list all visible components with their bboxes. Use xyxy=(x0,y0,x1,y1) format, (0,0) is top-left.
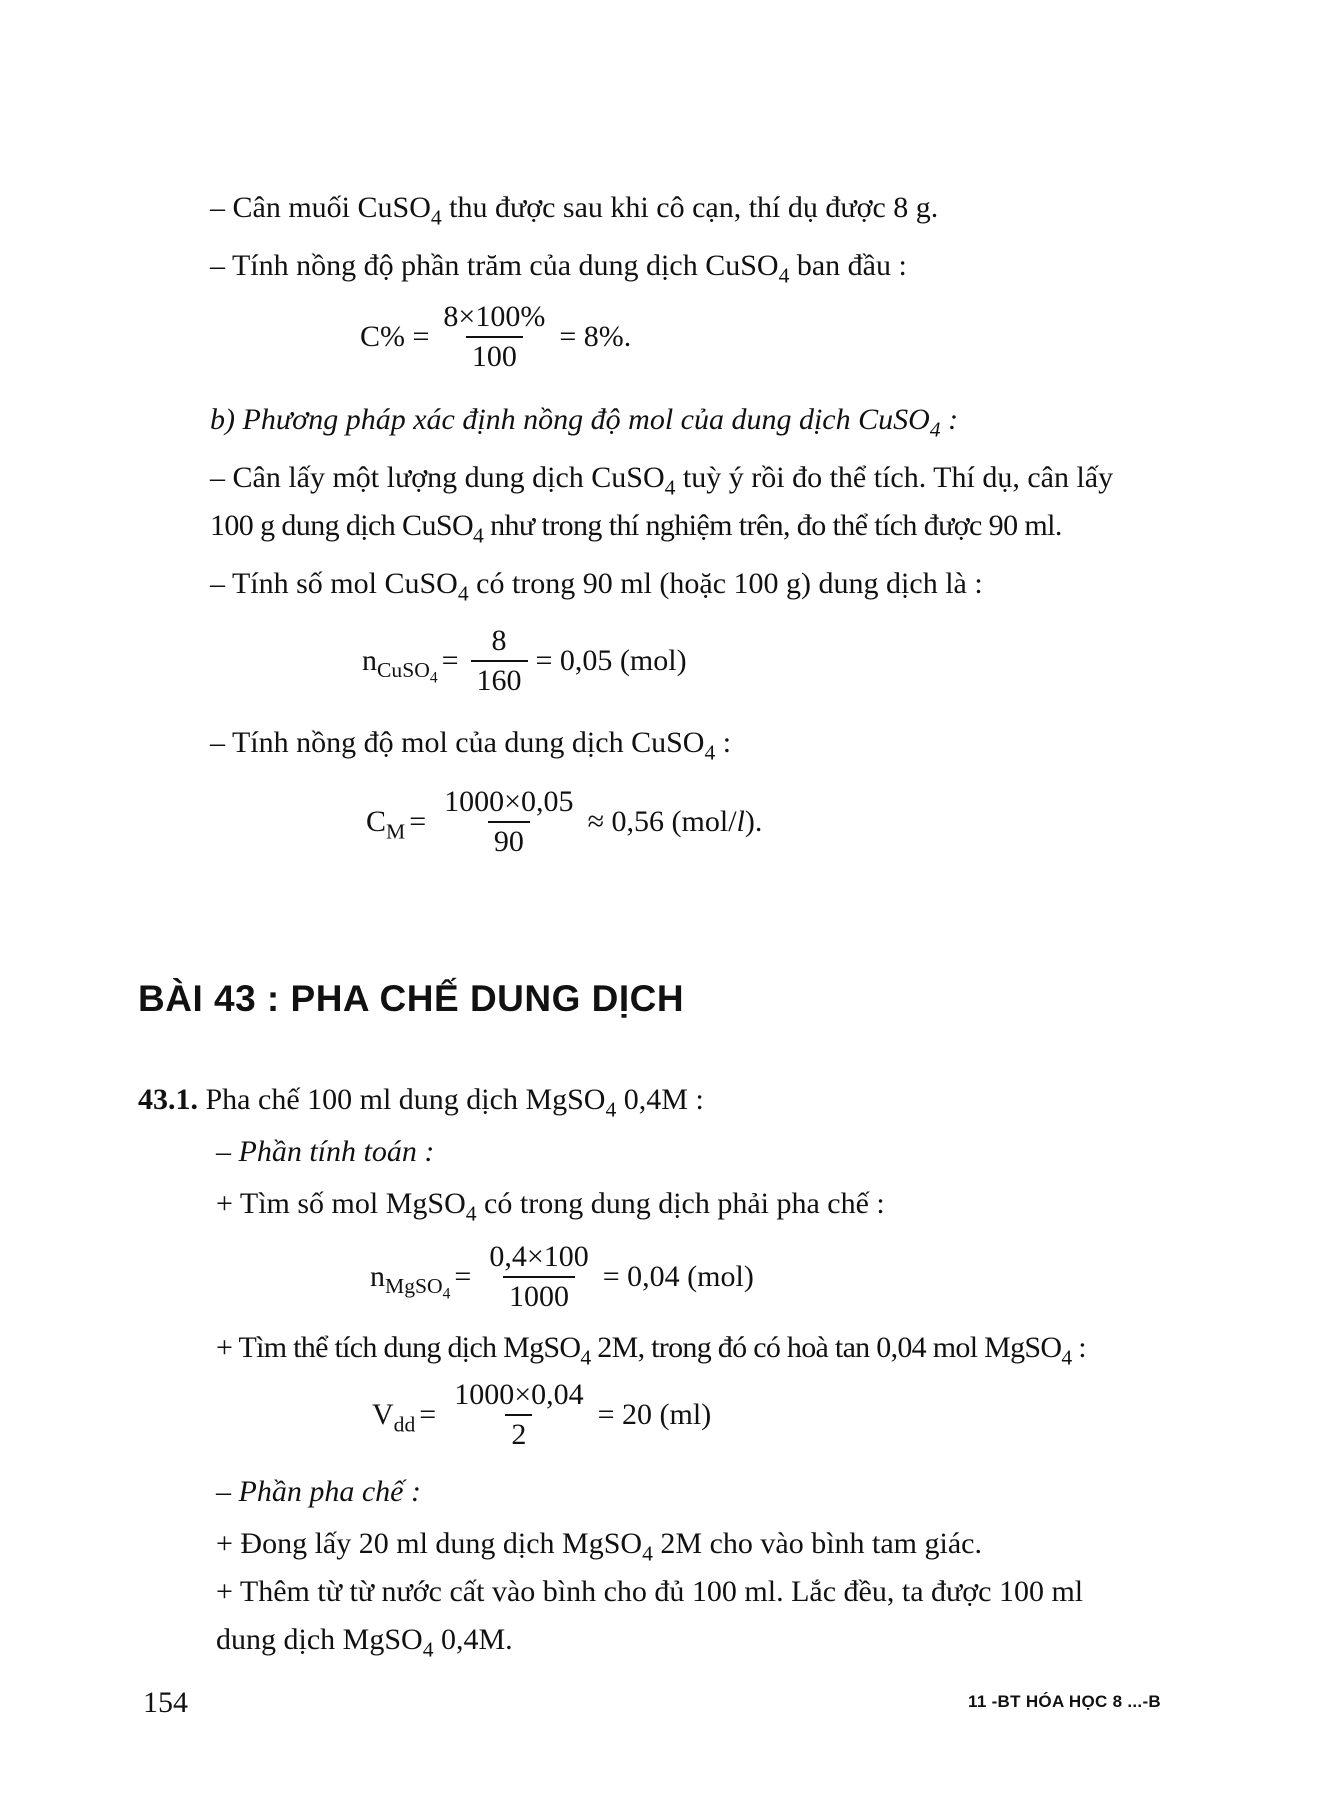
fraction: $\frac{1000\times 0,05}{90}$ xyxy=(444,785,574,858)
text-line: + Tìm thể tích dung dịch MgSO$_4$ 2M, trong đó có hoà tan 0,04 mol MgSO$_4$ : xyxy=(216,1331,1086,1370)
fraction: $\frac{0,4\times 100}{1000}$ xyxy=(489,1240,589,1313)
equation-mol-mgso4: $n_{MgSO_4}$ = $\frac{0,4\times 100}{1000}$ = 0,04 (mol) xyxy=(370,1240,754,1313)
subheading-b: b) Phương pháp xác định nồng độ mol của dung dịch CuSO$_4$ : xyxy=(210,403,959,442)
text-line: – Cân lấy một lượng dung dịch CuSO$_4$ tuỳ ý rồi đo thể tích. Thí dụ, cân lấy xyxy=(210,461,1114,500)
text-line: – Tính số mol CuSO$_4$ có trong 90 ml (hoặc 100 g) dung dịch là : xyxy=(210,567,983,606)
equation-mol-cuso4: $n_{CuSO_4}$ = $\frac{8}{160}$ = 0,05 (mol) xyxy=(362,624,687,697)
text-line: – Cân muối CuSO$_4$ thu được sau khi cô cạn, thí dụ được 8 g. xyxy=(210,191,939,230)
text-line: dung dịch MgSO$_4$ 0,4M. xyxy=(216,1623,513,1662)
running-footer: 11 -BT HÓA HỌC 8 ...-B xyxy=(968,1692,1161,1711)
text-line: – Tính nồng độ phần trăm của dung dịch CuSO$_4$ ban đầu : xyxy=(210,249,907,288)
equation-volume: $V_{dd}$ = $\frac{1000\times 0,04}{2}$ = 20 (ml) xyxy=(372,1378,712,1451)
equation-molarity: $C_M$ = $\frac{1000\times 0,05}{90}$ ≈ 0,56 (mol/l). xyxy=(366,785,763,858)
equation-percent: C% = $\frac{8\times 100\%}{100}$ = 8%. xyxy=(360,300,632,373)
question-label: 43.1. xyxy=(138,1083,198,1116)
fraction: $\frac{8\times 100\%}{100}$ xyxy=(443,300,546,373)
question-line: 43.1. Pha chế 100 ml dung dịch MgSO$_4$ 0,4M : xyxy=(138,1083,704,1122)
page-number: 154 xyxy=(143,1686,188,1719)
text-line: 100 g dung dịch CuSO$_4$ như trong thí nghiệm trên, đo thể tích được 90 ml. xyxy=(210,509,1062,548)
prep-heading: – Phần pha chế : xyxy=(216,1475,421,1508)
text-line: + Đong lấy 20 ml dung dịch MgSO$_4$ 2M cho vào bình tam giác. xyxy=(216,1527,982,1566)
text-line: + Tìm số mol MgSO$_4$ có trong dung dịch phải pha chế : xyxy=(216,1187,885,1226)
fraction: $\frac{1000\times 0,04}{2}$ xyxy=(454,1378,584,1451)
calc-heading: – Phần tính toán : xyxy=(216,1135,435,1168)
fraction: $\frac{8}{160}$ xyxy=(471,624,528,698)
text-line: – Tính nồng độ mol của dung dịch CuSO$_4$ : xyxy=(210,726,732,765)
section-title: BÀI 43 : PHA CHẾ DUNG DỊCH xyxy=(138,978,685,1019)
text-line: + Thêm từ từ nước cất vào bình cho đủ 100 ml. Lắc đều, ta được 100 ml xyxy=(216,1575,1084,1608)
